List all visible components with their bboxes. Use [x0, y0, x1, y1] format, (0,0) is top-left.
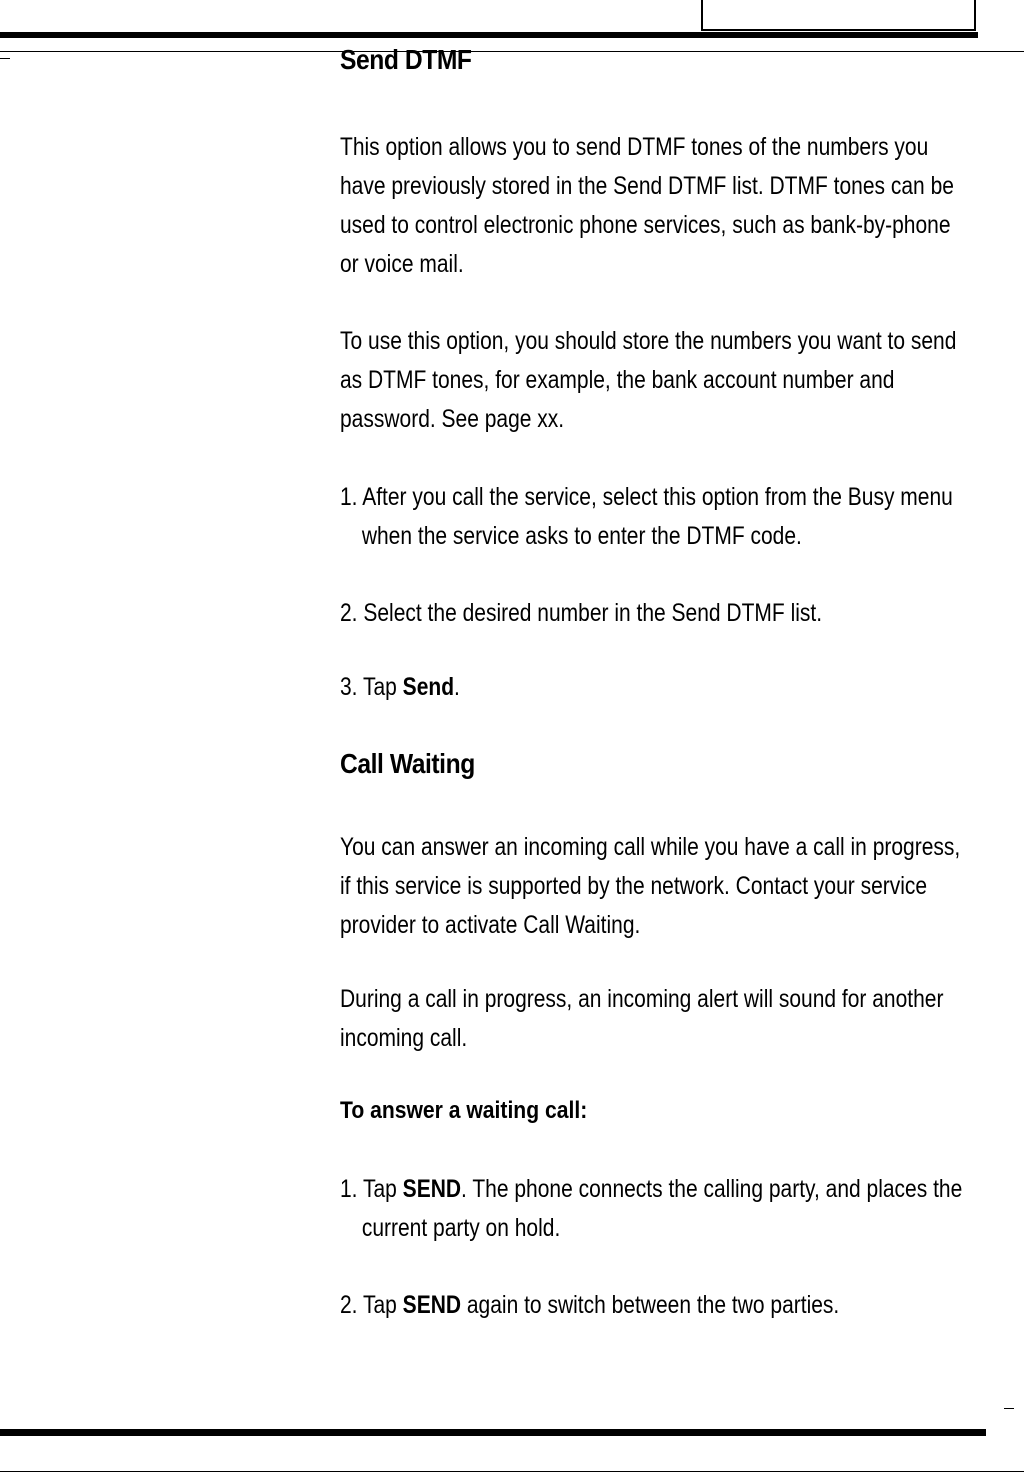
paragraph: You can answer an incoming call while you have a call in progress, if this service is supported by the network. Contact your service provider to activate Call Waiting. — [340, 833, 961, 939]
margin-tick — [1004, 1408, 1014, 1409]
margin-tick — [0, 58, 10, 59]
step-item — [340, 594, 983, 633]
subheading: To answer a waiting call: — [340, 1097, 588, 1124]
key-name: SEND — [402, 1291, 462, 1319]
step-number: 1. — [340, 1175, 358, 1203]
step-number: 1. — [340, 483, 358, 511]
top-rule — [0, 32, 978, 38]
step-item — [340, 1286, 983, 1325]
section-title-call-waiting: Call Waiting — [340, 748, 475, 779]
bottom-thin-rule — [0, 1471, 1024, 1472]
step-item — [340, 668, 983, 707]
step-text: After you call the service, select this option from the Busy menu when the service asks to enter the DTMF code. — [361, 483, 953, 550]
step-text: Select the desired number in the Send DTMF list. — [363, 599, 823, 627]
step-text-pre: Tap — [362, 1175, 403, 1203]
key-name: SEND — [402, 1175, 462, 1203]
step-number: 2. — [340, 599, 358, 627]
paragraph: During a call in progress, an incoming alert will sound for another incoming call. — [340, 985, 944, 1052]
key-name: Send — [402, 673, 455, 701]
step-item — [340, 478, 983, 556]
section-title-send-dtmf: Send DTMF — [340, 44, 472, 75]
paragraph: This option allows you to send DTMF tones of the numbers you have previously stored in the Send DTMF list. DTMF tones can be used to control electronic phone services, such as bank-by-phone or voice mail. — [340, 133, 954, 278]
step-text-post: again to switch between the two parties. — [461, 1291, 840, 1319]
step-number: 2. — [340, 1291, 358, 1319]
step-text-pre: Tap — [362, 673, 403, 701]
step-text-post: . The phone connects the calling party, and places the current party on hold. — [361, 1175, 963, 1242]
bottom-rule — [0, 1429, 986, 1436]
header-label-box — [701, 0, 976, 31]
paragraph: To use this option, you should store the numbers you want to send as DTMF tones, for example, the bank account number and password. See page xx. — [340, 327, 957, 433]
step-number: 3. — [340, 673, 358, 701]
step-item — [340, 1170, 983, 1248]
step-text-post: . — [454, 673, 460, 701]
top-thin-rule — [0, 51, 1024, 52]
step-text-pre: Tap — [362, 1291, 403, 1319]
